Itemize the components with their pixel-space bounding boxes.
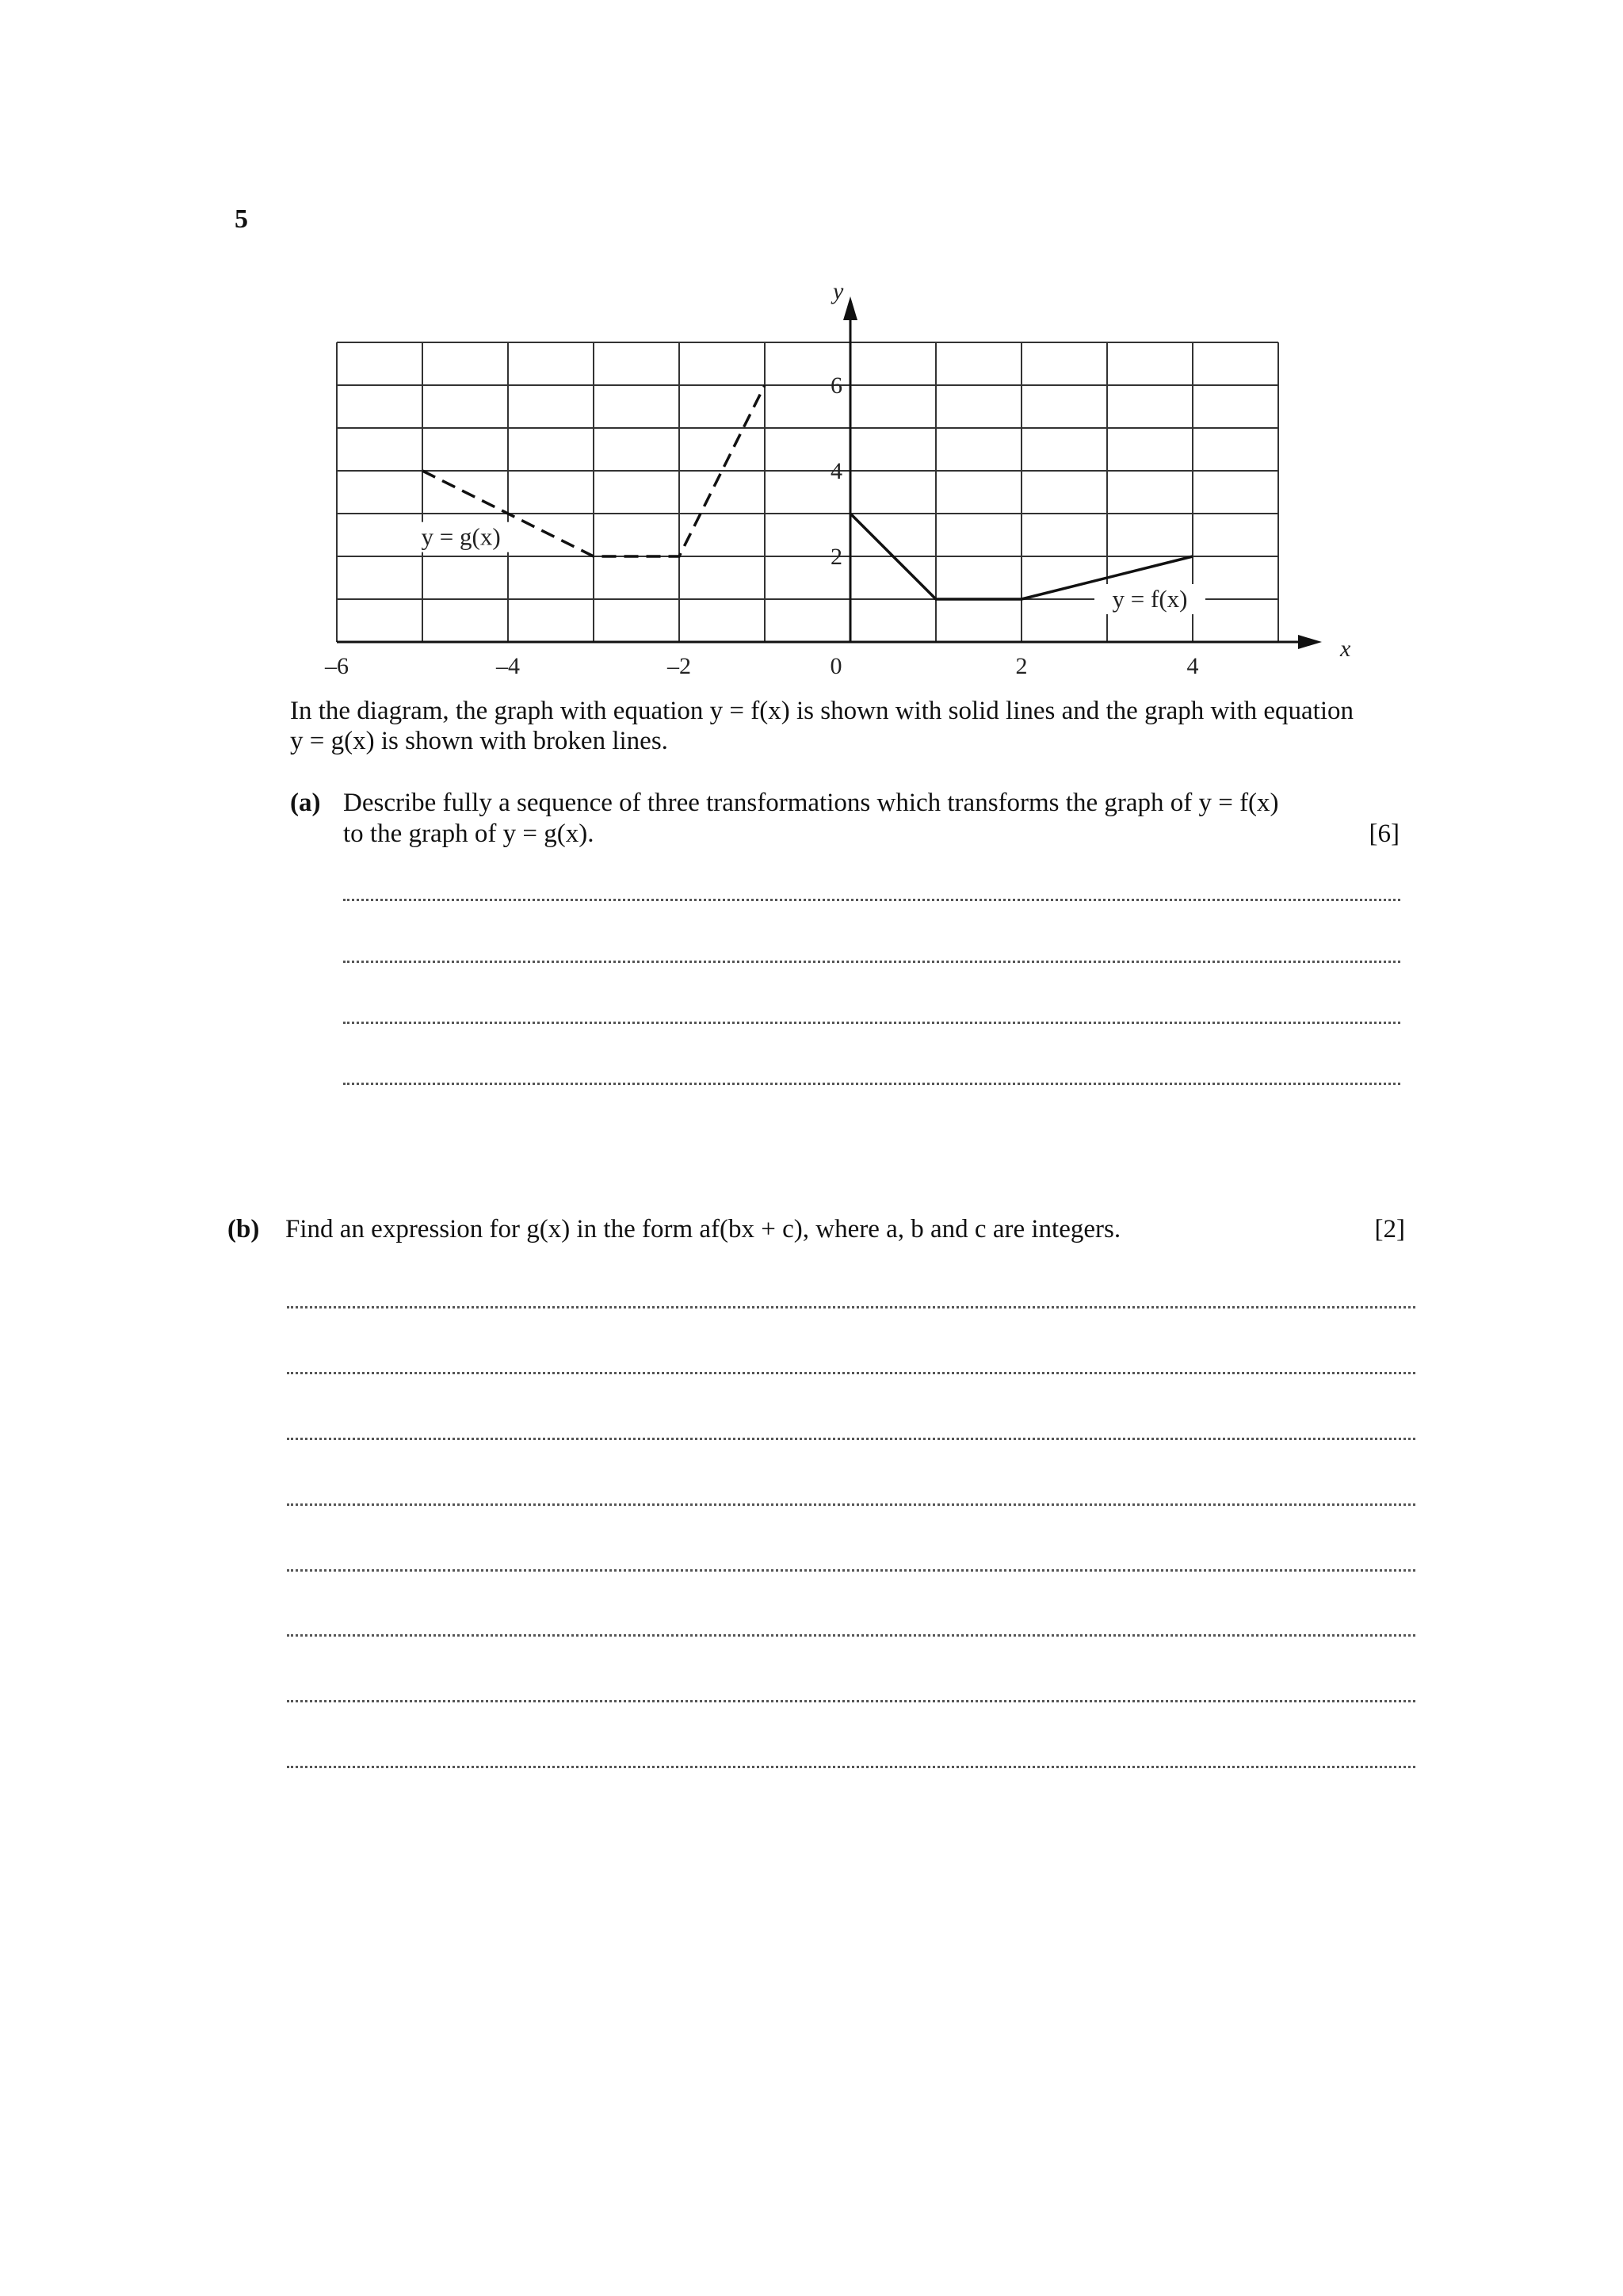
x-axis-arrow xyxy=(1298,635,1322,649)
x-tick-label: 4 xyxy=(1186,653,1199,679)
part-a-text: Describe fully a sequence of three transformations which transforms the graph of y = f(x) to the graph of y = g(x). xyxy=(343,789,1279,848)
answer-line-a3[interactable] xyxy=(343,1022,1400,1024)
part-a-label: (a) xyxy=(290,789,321,817)
answer-line-b1[interactable] xyxy=(287,1306,1415,1308)
answer-line-b2[interactable] xyxy=(287,1372,1415,1374)
part-a-marks: [6] xyxy=(1369,819,1400,848)
series-group xyxy=(422,385,1193,599)
part-b-text: Find an expression for g(x) in the form af(bx + c), where a, b and c are integers. xyxy=(285,1215,1121,1244)
x-tick-label: 2 xyxy=(1015,653,1028,679)
y-tick-label: 2 xyxy=(831,544,842,570)
x-axis-label: x xyxy=(1340,636,1351,662)
answer-line-b7[interactable] xyxy=(287,1700,1415,1702)
x-tick-label: –2 xyxy=(667,653,691,679)
x-tick-label: 0 xyxy=(830,653,842,679)
g-label: y = g(x) xyxy=(421,522,501,551)
answer-line-a1[interactable] xyxy=(343,899,1400,901)
f-label: y = f(x) xyxy=(1112,585,1188,613)
question-intro xyxy=(290,696,1400,756)
transformation-graph xyxy=(301,230,1351,679)
part-b-label: (b) xyxy=(227,1215,260,1244)
intro-line-1: In the diagram, the graph with equation y = f(x) is shown with solid lines and the graph with equation xyxy=(290,697,1354,725)
y-tick-label: 4 xyxy=(831,458,842,484)
x-tick-label: –6 xyxy=(325,653,349,679)
answer-line-b8[interactable] xyxy=(287,1766,1415,1768)
x-tick-label: –4 xyxy=(496,653,520,679)
answer-line-b5[interactable] xyxy=(287,1569,1415,1572)
y-tick-label: 6 xyxy=(831,372,842,399)
part-b-marks: [2] xyxy=(1374,1215,1405,1244)
answer-line-a2[interactable] xyxy=(343,961,1400,963)
series-labels xyxy=(406,522,1205,614)
answer-line-b6[interactable] xyxy=(287,1634,1415,1637)
question-number: 5 xyxy=(235,204,248,234)
answer-line-b3[interactable] xyxy=(287,1438,1415,1440)
y-axis-arrow xyxy=(843,296,857,320)
y-axis-label: y xyxy=(833,278,844,304)
answer-line-a4[interactable] xyxy=(343,1083,1400,1085)
intro-line-2: y = g(x) is shown with broken lines. xyxy=(290,727,668,755)
answer-line-b4[interactable] xyxy=(287,1503,1415,1506)
